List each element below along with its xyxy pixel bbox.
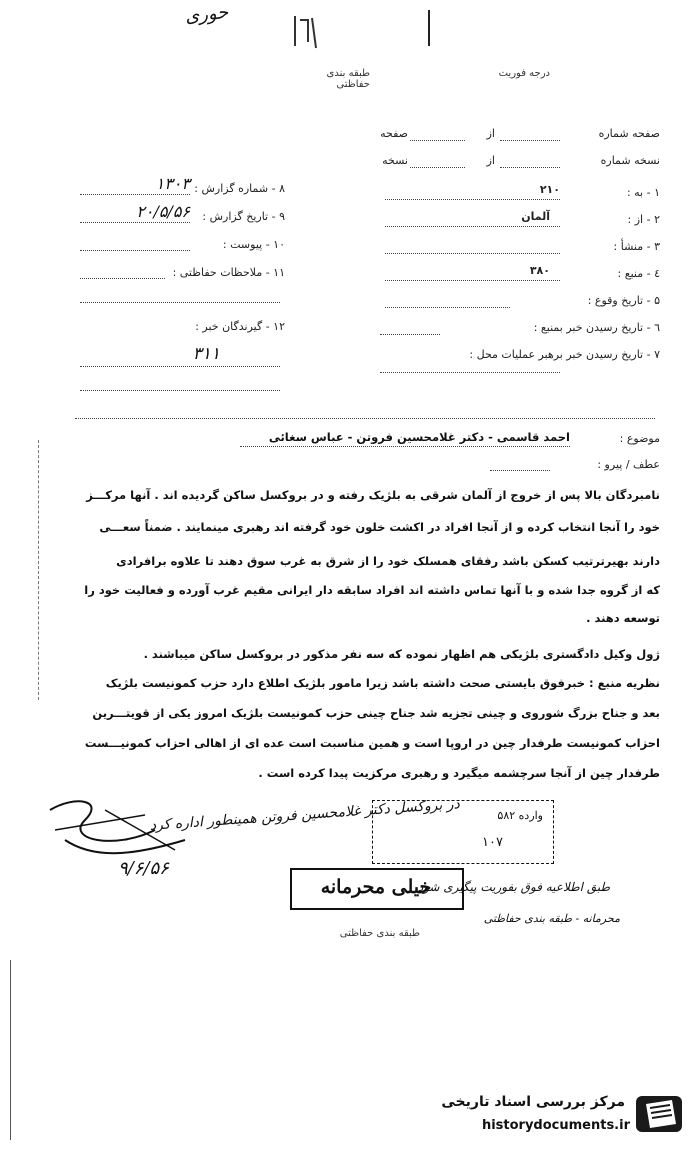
page-unit-label: صفحه [380,127,408,140]
receipt-stamp-line2: ۱۰۷ [482,835,503,850]
body-line: نامبردگان بالا پس از خروج از آلمان شرقی به بلژیک رفته و در بروکسل ساکن گردیده اند . آنها مرکـــز [86,488,660,502]
subject-value: احمد قاسمی - دکتر غلامحسین فروتن - عباس سغائی [268,430,570,444]
body-line: نظریه منبع : خبرفوق بایستی صحت داشته باشد زیرا مامور بلژیک اطلاع دارد حزب کمونیست بلژیک [105,676,660,690]
body-line: ژول وکیل دادگستری بلژیکی هم اظهار نموده که سه نفر مذکور در بروکسل ساکن میباشند . [143,647,660,661]
body-line: دارند بهیرترتیب کسکن باشد رفقای همسلک خود را از شرق به غرب سوق دهند تا علاوه برافرادی [116,554,660,568]
field-8-value: ۱۳۰۳ [155,174,190,193]
copy-from-label: از [486,154,495,167]
left-margin-marks [38,440,39,700]
field-8-label: ۸ - شماره گزارش : [194,182,285,195]
left-edge-line [10,960,11,1140]
field-12-label: ۱۲ - گیرندگان خبر : [195,320,285,333]
field-10-label: ۱۰ - پیوست : [222,238,285,251]
priority-label: درجه فوریت [498,68,550,79]
page-from-label: از [486,127,495,140]
field-1-label: ۱ - به : [626,186,660,199]
field-12-value: ۳۱۱ [192,344,220,364]
reference-label: عطف / پیرو : [597,458,660,471]
subject-label: موضوع : [619,432,660,445]
field-1-value: ۲۱۰ [539,183,560,196]
field-4-label: ٤ - منبع : [617,267,660,280]
field-9-label: ۹ - تاریخ گزارش : [202,210,285,223]
body-line: احزاب کمونیست طرفدار چین در اروپا است و همین مناسبت است عده ای از اهالی احزاب کمونیـــست [84,736,660,750]
body-line: که از گروه جدا شده و با آنها تماس داشته اند افراد سابقه دار ایرانی مقیم غرب آورده و فعالیت خود را [84,583,660,597]
section-divider [75,418,655,419]
body-line: توسعه دهند . [586,611,660,625]
header-bracket [428,10,438,46]
watermark-logo-icon [632,1090,688,1138]
handwritten-bottom-line1: طبق اطلاعیه فوق بفوریت پیگیری شود [417,880,610,894]
field-4-value: ۳۸۰ [529,264,550,277]
body-line: خود را آنجا انتخاب کرده و از آنجا افراد در اکشت خلون خود گرفته اند رهبری مینمایند . ضمناً سعـــی [99,520,660,534]
copy-number-label: نسخه شماره [600,154,660,167]
body-line: طرفدار چین از آنجا سرچشمه میگیرد و رهبری مرکزیت پیدا کرده است . [258,766,660,780]
handwritten-bottom-line2: محرمانه - طبقه بندی حفاظتی [483,912,620,925]
field-3-label: ۳ - منشأ : [613,240,660,253]
watermark-url: historydocuments.ir [481,1118,630,1133]
footer-classification-label: طبقه بندی حفاظتی [339,928,420,939]
page-number-label: صفحه شماره [598,127,660,140]
handwritten-date: ۹/۶/۵۶ [118,858,169,879]
field-6-label: ٦ - تاریخ رسیدن خبر بمنبع : [533,321,660,334]
classification-label: طبقه بندی حفاظتی [326,68,370,90]
body-line: بعد و جناح بزرگ شوروی و چینی تجزیه شد جناح چینی حزب کمونیست بلژیک امروز یکی از قویتـــرین [92,706,660,720]
handwritten-top-mark: حوری [184,1,230,28]
field-7-label: ۷ - تاریخ رسیدن خبر برهبر عملیات محل : [469,348,660,361]
secret-stamp-text: خیلی محرمانه [320,876,432,898]
handwritten-note: در بروکسل دکتر غلامحسین فروتن همینطور اداره کرد [149,796,461,834]
field-11-label: ۱۱ - ملاحظات حفاظتی : [172,266,285,279]
receipt-stamp [372,800,554,864]
watermark-title: مرکز بررسی اسناد تاریخی [441,1094,625,1110]
field-2-value: آلمان [521,210,550,223]
field-2-label: ۲ - از : [627,213,660,226]
receipt-stamp-line1: وارده ۵۸۲ [497,809,543,822]
field-5-label: ۵ - تاریخ وقوع : [587,294,660,307]
copy-unit-label: نسخه [382,154,408,167]
field-9-value: ۲۰/۵/۵۶ [136,202,190,221]
header-scribble [290,12,320,50]
